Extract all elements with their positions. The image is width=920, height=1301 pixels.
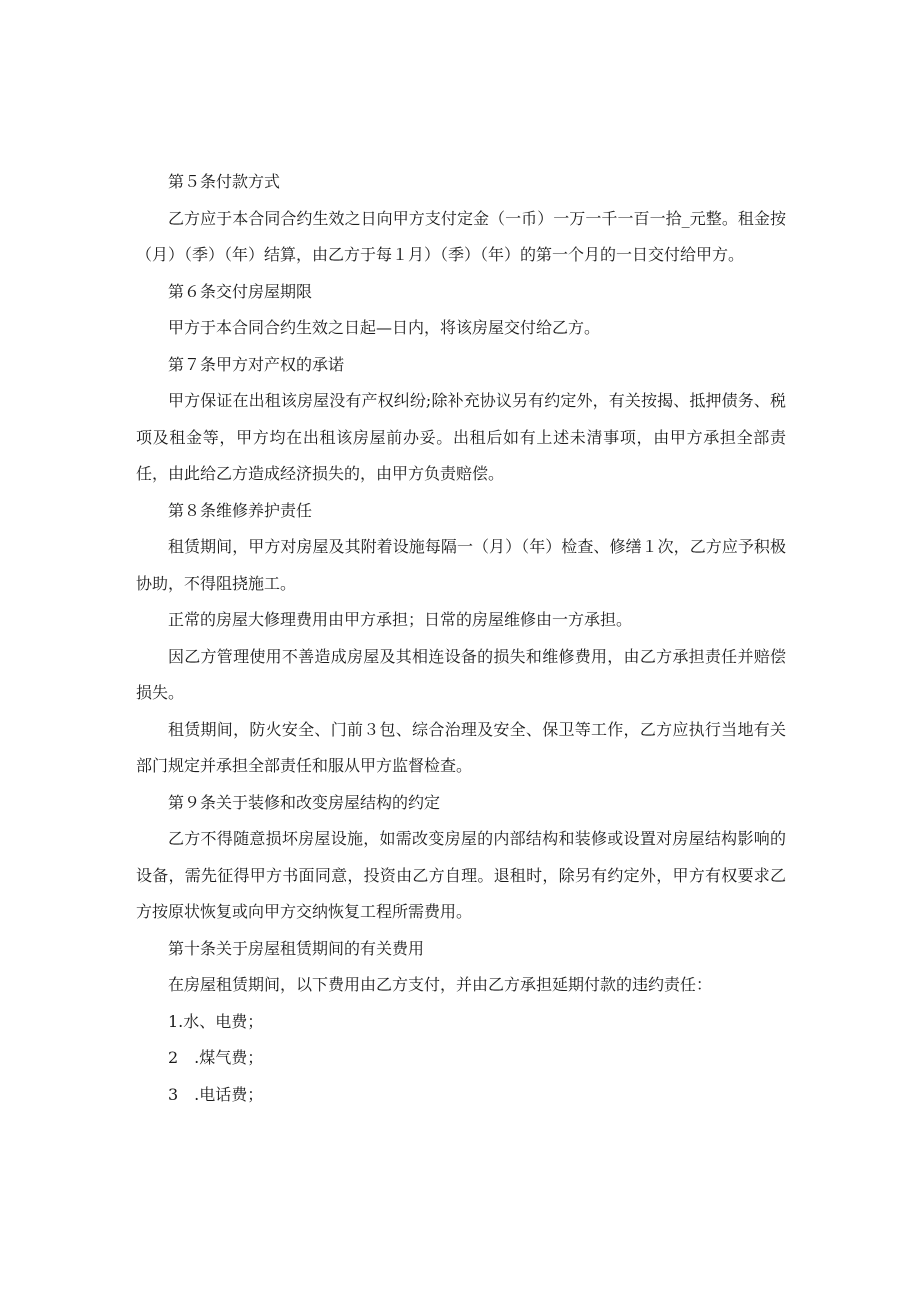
document-body — [136, 164, 786, 1113]
article-9-body: 乙方不得随意损坏房屋设施，如需改变房屋的内部结构和装修或设置对房屋结构影响的设备，需先征得甲方书面同意，投资由乙方自理。退租时，除另有约定外，甲方有权要求乙方按原状恢复或向甲方交纳恢复工程所需费用。 — [136, 829, 786, 921]
article-8-heading: 第８条维修养护责任 — [168, 500, 313, 520]
article-8-body-2: 正常的房屋大修理费用由甲方承担；日常的房屋维修由一方承担。 — [168, 610, 633, 629]
article-10-body: 在房屋租赁期间，以下费用由乙方支付，并由乙方承担延期付款的违约责任： — [168, 975, 713, 994]
article-7-heading: 第７条甲方对产权的承诺 — [168, 354, 345, 374]
article-9-heading: 第９条关于装修和改变房屋结构的约定 — [168, 792, 441, 812]
article-8-body-4: 租赁期间，防火安全、门前３包、综合治理及安全、保卫等工作，乙方应执行当地有关部门规定并承担全部责任和服从甲方监督检查。 — [136, 719, 786, 775]
article-5-body: 乙方应于本合同合约生效之日向甲方支付定金（一币）一万一千一百一拾_元整。租金按（月）（季）（年）结算，由乙方于每１月）（季）（年）的第一个月的一日交付给甲方。 — [136, 208, 786, 264]
article-6-body: 甲方于本合同合约生效之日起—日内，将该房屋交付给乙方。 — [168, 318, 601, 337]
fee-item-2: 2 .煤气费； — [168, 1048, 264, 1067]
article-6-heading: 第６条交付房屋期限 — [168, 281, 313, 301]
article-8-body-3: 因乙方管理使用不善造成房屋及其相连设备的损失和维修费用，由乙方承担责任并赔偿损失。 — [136, 646, 786, 702]
article-7-body: 甲方保证在出租该房屋没有产权纠纷;除补充协议另有约定外，有关按揭、抵押债务、税项及租金等，甲方均在出租该房屋前办妥。出租后如有上述未清事项，由甲方承担全部责任，由此给乙方造成经济损失的，由甲方负责赔偿。 — [136, 391, 786, 483]
article-10-heading: 第十条关于房屋租赁期间的有关费用 — [168, 938, 425, 958]
fee-item-1: 1.水、电费； — [168, 1011, 264, 1031]
article-5-heading: 第５条付款方式 — [168, 172, 281, 191]
fee-item-3: 3 .电话费； — [168, 1084, 264, 1104]
article-8-body-1: 租赁期间，甲方对房屋及其附着设施每隔一（月）（年）检查、修缮１次，乙方应予积极协助，不得阻挠施工。 — [136, 537, 786, 593]
